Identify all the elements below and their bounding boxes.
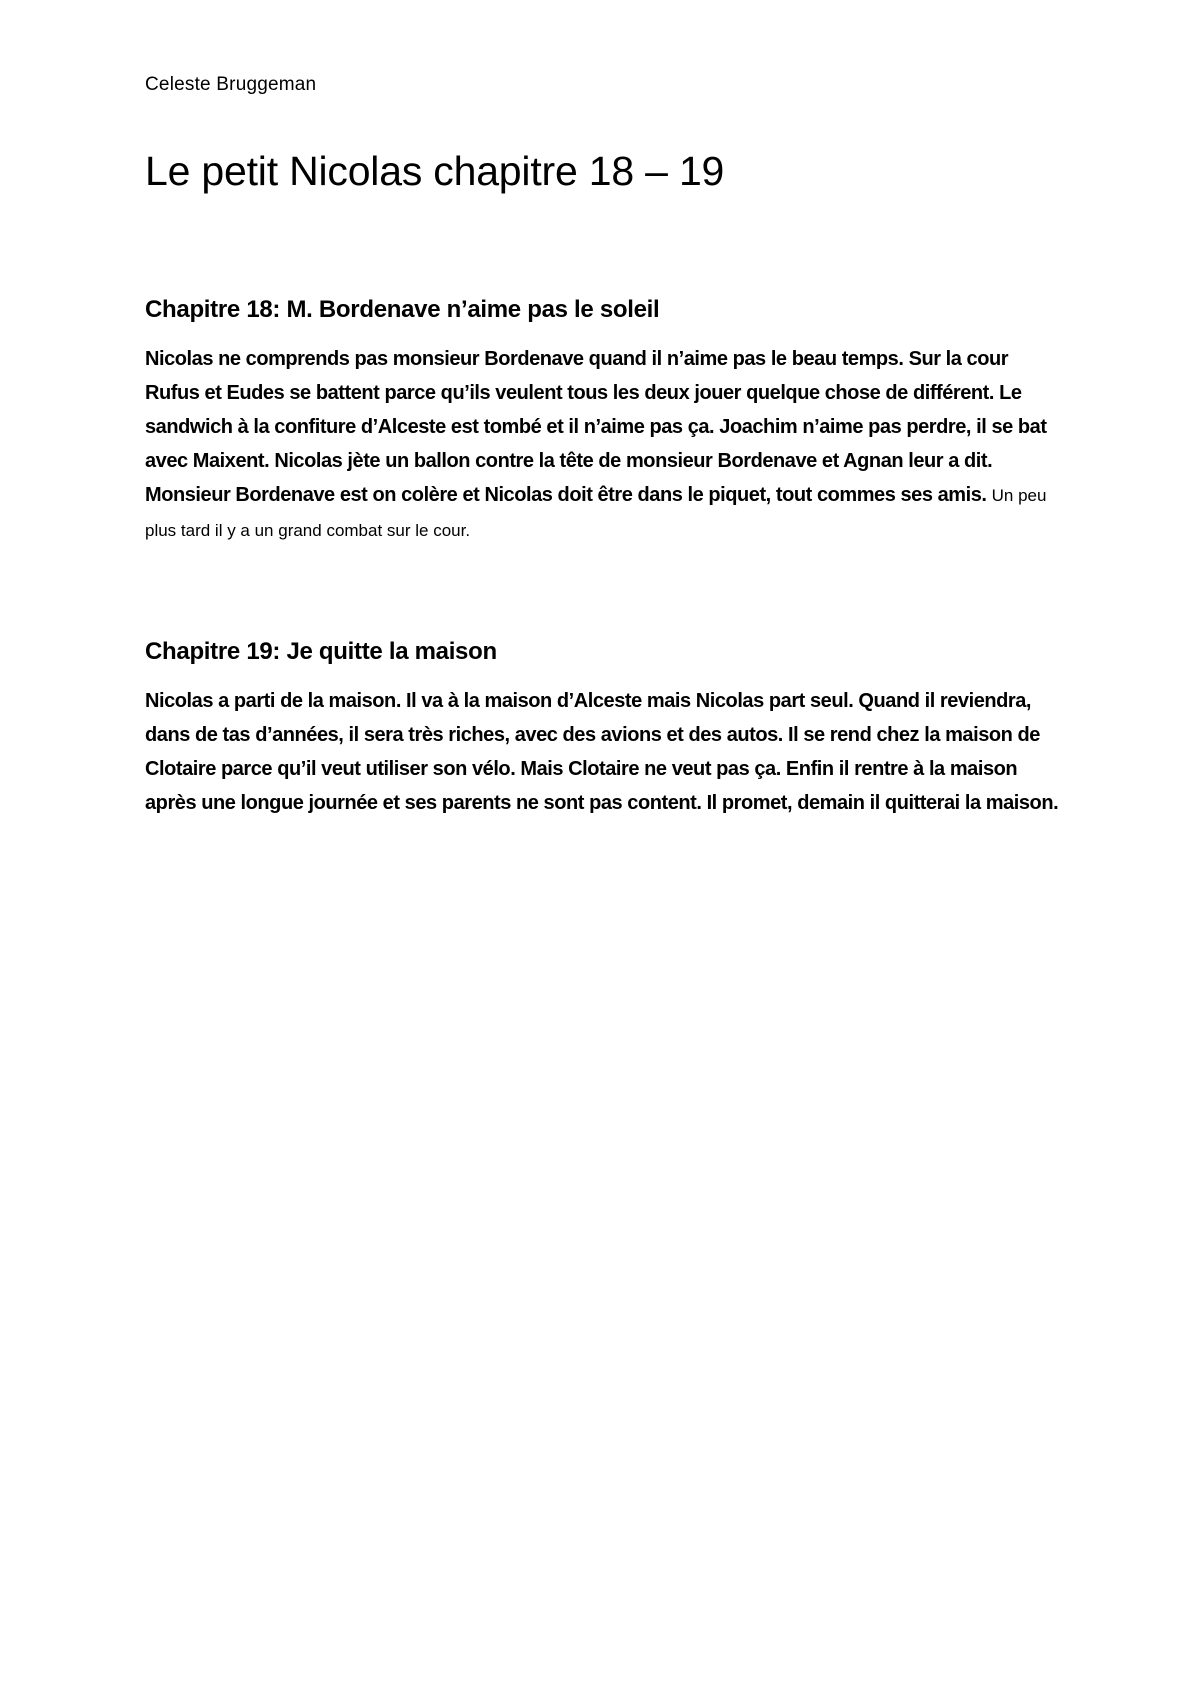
chapter-18-heading: Chapitre 18: M. Bordenave n’aime pas le soleil (145, 296, 660, 323)
chapter-18-note: Un peu plus tard il y a un grand combat sur le cour. (145, 486, 1047, 540)
document-title: Le petit Nicolas chapitre 18 – 19 (145, 148, 725, 194)
chapter-18-text: Nicolas ne comprends pas monsieur Bordenave quand il n’aime pas le beau temps. Sur la cour Rufus et Eudes se battent parce qu’ils veulent tous les deux jouer quelque chose de différent. Le sandwich à la confiture d’Alceste est tombé et il n’aime pas ça. Joachim n’aime pas perdre, il se bat avec Maixent. Nicolas jète un ballon contre la tête de monsieur Bordenave et Agnan leur a dit. Monsieur Bordenave est on colère et Nicolas doit être dans le piquet, tout commes ses amis. (145, 348, 1047, 506)
chapter-18-section (145, 296, 1065, 548)
chapter-18-paragraph (145, 342, 1065, 548)
chapter-19-text: Nicolas a parti de la maison. Il va à la maison d’Alceste mais Nicolas part seul. Quand il reviendra, dans de tas d’années, il sera très riches, avec des avions et des autos. Il se rend chez la maison de Clotaire parce qu’il veut utiliser son vélo. Mais Clotaire ne veut pas ça. Enfin il rentre à la maison après une longue journée et ses parents ne sont pas content. Il promet, demain il quitterai la maison. (145, 690, 1059, 814)
author-name: Celeste Bruggeman (145, 74, 317, 95)
chapter-19-paragraph (145, 684, 1065, 820)
chapter-19-heading: Chapitre 19: Je quitte la maison (145, 638, 497, 665)
chapter-19-section (145, 638, 1065, 820)
